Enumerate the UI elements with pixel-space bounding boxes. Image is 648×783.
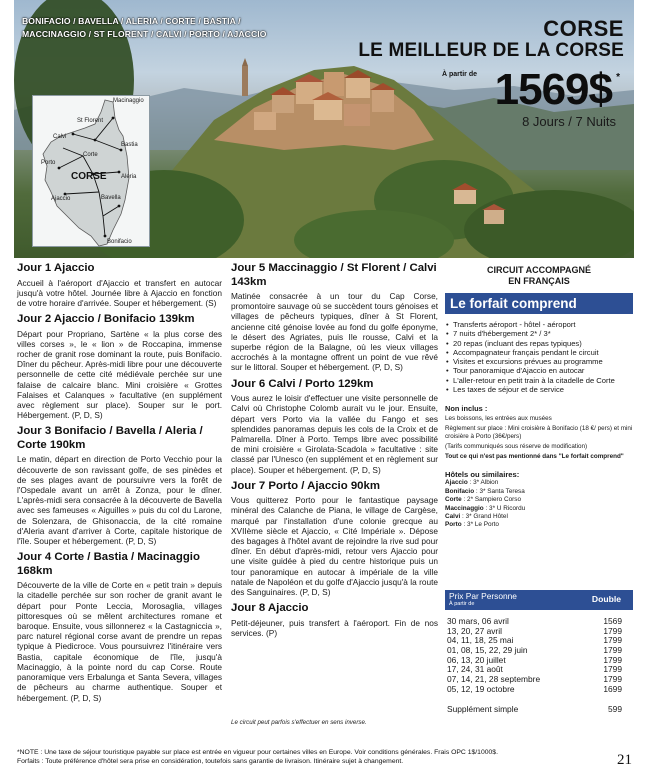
hotel-row: Corte : 2* Sampiero Corso <box>445 496 522 504</box>
hotel-city: Bonifacio <box>445 487 475 495</box>
supplement-value: 599 <box>608 703 622 714</box>
hotels-title: Hôtels ou similaires: <box>445 470 520 480</box>
hotel-name: 2* Sampiero Corso <box>467 496 522 504</box>
route-line-2: MACCINAGGIO / ST FLORENT / CALVI / PORTO / AJACCIO <box>22 29 267 39</box>
day-title: Jour 4 Corte / Bastia / Macinaggio 168km <box>17 551 200 577</box>
price-row <box>445 685 633 695</box>
day-text: Accueil à l'aéroport d'Ajaccio et transfert en autocar jusqu'à votre hôtel. Journée libre à Ajaccio en fonction de votre horaire d'arrivée. Souper et hébergement. (S) <box>17 277 222 308</box>
price-header-sub: À partir de <box>449 601 475 607</box>
departure-dates: 13, 20, 27 avril <box>447 625 502 636</box>
map-label-calvi: Calvi <box>53 134 67 140</box>
departure-dates: 04, 11, 18, 25 mai <box>447 635 514 646</box>
trip-duration: 8 Jours / 7 Nuits <box>522 114 616 129</box>
included-item: • 7 nuits d'hébergement 2* / 3* <box>445 329 633 338</box>
day-text: Petit-déjeuner, puis transfert à l'aéroport. Fin de nos services. (P) <box>231 617 438 638</box>
map-label-ajaccio: Ajaccio <box>51 196 71 202</box>
map-label-aleria: Aleria <box>121 174 137 180</box>
day-text: Découverte de la ville de Corte en « petit train » depuis la citadelle perchée sur son rocher de granit avant le départ pour Ponte Leccia, Morosaglia, villages pittoresques où se mêlent architectures romane et baroque. Ensuite, vous sillonnerez « la Castagniccia », parc naturel régional corse avant de prendre un repas typique à Piedicroce. Vous poursuivrez l'itinéraire vers Bastia, capitale économique de l'île, jusqu'à Macinaggio, à la pointe nord du cap Corse. Route panoramique vers Erbalunga et Santa Severa, villages de pêcheurs au charme authentique. Souper et hébergement. (P, D, S) <box>17 580 222 703</box>
day-title: Jour 3 Bonifacio / Bavella / Aleria / Corte 190km <box>17 425 203 451</box>
map-label-bastia: Bastia <box>121 142 138 148</box>
price-header-double: Double <box>591 594 621 604</box>
day-7 <box>231 480 438 598</box>
hotel-row: Calvi : 3* Grand Hôtel <box>445 513 508 520</box>
row-price: 1799 <box>603 645 622 656</box>
page-number: 21 <box>617 752 632 768</box>
day-text: Matinée consacrée à un tour du Cap Corse, promontoire sauvage où se succèdent tours génoises et villages de pêcheurs typiques, dîner à St Florent, ancienne cité génoise lovée au fond du golfe éponyme, le désert des Agriates, puis Ile rousse, Calvi et la superbe région de la Balagne, où les vieux villages accrochés à la montagne offrent un point de vue rêvé sur le littoral. Souper et hébergement. (P, D, S) <box>231 291 438 373</box>
included-item: • Accompagnateur français pendant le circuit <box>445 348 633 357</box>
row-price: 1799 <box>603 664 622 675</box>
footer-notes <box>17 748 607 767</box>
price-header-label: Prix Par Personne <box>449 591 517 601</box>
day-6 <box>231 378 438 475</box>
map-label-macinaggio: Macinaggio <box>113 98 144 104</box>
non-included-note: Tout ce qui n'est pas mentionné dans "Le forfait comprend" <box>445 453 624 461</box>
day-title: Jour 7 Porto / Ajaccio 90km <box>231 479 380 492</box>
circuit-type <box>445 265 633 287</box>
hero-photo <box>14 0 634 258</box>
non-included-item: Les boissons, les entrées aux musées <box>445 415 552 423</box>
map-label-bavella: Bavella <box>101 195 121 201</box>
hotel-city: Maccinaggio <box>445 504 484 512</box>
forfait-heading: Le forfait comprend <box>445 293 633 314</box>
corsica-map <box>32 95 150 247</box>
hotel-name: 3* Le Porto <box>467 521 499 529</box>
circuit-order-note: Le circuit peut parfois s'effectuer en sens inverse. <box>231 719 367 726</box>
row-price: 1799 <box>603 674 622 685</box>
included-item: • Les taxes de séjour et de service <box>445 385 633 394</box>
map-label-bonifacio: Bonifacio <box>107 239 132 245</box>
day-8 <box>231 602 438 638</box>
headline-price: 1569$ <box>494 65 612 114</box>
single-supplement-row <box>445 704 633 714</box>
included-item: • L'aller-retour en petit train à la citadelle de Corte <box>445 376 633 385</box>
day-title: Jour 8 Ajaccio <box>231 602 309 615</box>
day-text: Vous aurez le loisir d'effectuer une visite personnelle de Calvi où Christophe Colomb aurait vu le jour. Ensuite, départ vers Porto via la vallée du Fango et ses splendides panoramas depuis les cols de la Croix et de Palmarella. Dîner à Porto. Temps libre avec possibilité de mini croisière « Girolata-Scadola » facultative : site classé par l'Unesco (en supplément et en règlement sur place). Souper et hébergement. (P, D, S) <box>231 393 438 475</box>
route-line-1: BONIFACIO / BAVELLA / ALERIA / CORTE / BASTIA / <box>22 16 241 26</box>
day-4 <box>17 551 222 702</box>
day-title: Jour 2 Ajaccio / Bonifacio 139km <box>17 313 195 326</box>
price-asterisk: * <box>616 72 620 83</box>
row-price: 1799 <box>603 635 622 646</box>
day-text: Vous quitterez Porto pour le fantastique paysage minéral des Calanche de Piana, le village de Cargèse, marqué par l'installation d'une colonie grecque au XVIIème siècle et Ajaccio, « Cité Impériale ». Dépose des bagages à l'hôtel avant de rejoindre la rive sud pour dîner. En début d'après-midi, retour vers Ajaccio pour une visite guidée à pied du centre historique puis un tour panoramique en autocar à impériale de la ville natale de Napoléon et du golfe d'Ajaccio jusqu'à la route des Sanguinaires. (P, D, S) <box>231 495 438 598</box>
day-title: Jour 1 Ajaccio <box>17 262 95 274</box>
supplement-label: Supplément simple <box>447 703 519 714</box>
circuit-line-2: EN FRANÇAIS <box>508 276 570 286</box>
map-label-corte: Corte <box>83 152 98 158</box>
day-text: Départ pour Propriano, Sartène « la plus corse des villes corses », le « lion » de Roccapina, immense rocher de granit rose dominant la route, puis Bonifacio. Dîner du pêcheur. Après-midi libre pour une découverte personnelle de cette cité médiévale perchée sur une falaise de calcaire blanc. Mini croisière « Grottes Falaises et Calanques » facultative (en supplément avec règlement sur place). Souper sur le port. Hébergement. (P, D, S) <box>17 328 222 421</box>
itinerary-column-1 <box>17 262 222 708</box>
hotel-city: Ajaccio <box>445 479 468 487</box>
hotel-city: Calvi <box>445 513 461 520</box>
map-title: CORSE <box>71 171 107 182</box>
itinerary-column-2 <box>231 262 438 643</box>
hotel-row: Bonifacio : 3* Santa Teresa <box>445 487 525 495</box>
hotel-name: 3* Santa Teresa <box>479 487 525 495</box>
included-item: • Transferts aéroport - hôtel - aéroport <box>445 320 633 329</box>
included-list <box>445 320 633 394</box>
price-table-header <box>445 590 633 610</box>
map-label-st-florent: St Florent <box>77 118 104 124</box>
from-label: À partir de <box>442 71 478 78</box>
departure-dates: 06, 13, 20 juillet <box>447 654 506 665</box>
departure-dates: 01, 08, 15, 22, 29 juin <box>447 645 528 656</box>
hotel-row: Ajaccio : 3* Albion <box>445 479 499 487</box>
footer-note-tax: *NOTE : Une taxe de séjour touristique payable sur place est entrée en vigueur pour certaines villes en Europe. Voir conditions générales. Frais OPC 1$/1000$. <box>17 749 498 756</box>
included-item: • Tour panoramique d'Ajaccio en autocar <box>445 366 633 375</box>
departure-dates: 05, 12, 19 octobre <box>447 683 515 694</box>
package-info-column <box>445 262 633 530</box>
non-included-item: Règlement sur place : Mini croisière à Bonifacio (18 €/ pers) et mini croisière à Porto (36€/pers) <box>445 425 633 441</box>
hotel-name: 3* Grand Hôtel <box>465 513 508 520</box>
hotel-city: Corte <box>445 496 462 504</box>
departure-dates: 17, 24, 31 août <box>447 664 503 675</box>
title-corse: CORSE <box>543 16 624 41</box>
hero-title <box>358 18 624 61</box>
row-price: 1799 <box>603 654 622 665</box>
day-1 <box>17 262 222 308</box>
hotel-name: 3* U Ricordu <box>489 504 526 512</box>
hotel-row: Maccinaggio : 3* U Ricordu <box>445 504 526 512</box>
footer-note-forfaits: Forfaits : Toute préférence d'hôtel sera prise en considération, toutefois sans garantie de livraison. Itinéraire sujet à changement. <box>17 758 404 766</box>
price-rows <box>445 617 633 695</box>
map-label-porto: Porto <box>41 160 56 166</box>
hotel-city: Porto <box>445 521 462 529</box>
title-subtitle: LE MEILLEUR DE LA CORSE <box>358 40 624 61</box>
day-text: Le matin, départ en direction de Porto Vecchio pour la découverte de son ravissant golfe, de ses pinèdes et de ses plages avant de poursuivre vers la forêt de l'Ospedale avant un arrêt à Zonza, pour le dîner. L'après-midi sera consacrée à la découverte de Bavella avec ses fameuses « Aiguilles » puis du col du Larone, de Solenzara, de Ghisonaccia, de la cité romaine d'Aleria avant d'arriver à Corte, capitale historique de l'île. Souper et hébergement. (P, D, S) <box>17 454 222 547</box>
circuit-line-1: CIRCUIT ACCOMPAGNÉ <box>487 265 591 275</box>
row-price: 1699 <box>603 683 622 694</box>
day-5 <box>231 262 438 373</box>
hotel-row: Porto : 3* Le Porto <box>445 521 499 529</box>
hotel-name: 3* Albion <box>473 479 499 487</box>
day-title: Jour 6 Calvi / Porto 129km <box>231 377 374 390</box>
day-3 <box>17 425 222 546</box>
non-included-item: (Tarifs communiqués sous réserve de modification) <box>445 443 588 451</box>
included-item: • Visites et excursions prévues au programme <box>445 357 633 366</box>
row-price: 1799 <box>603 625 622 636</box>
row-price: 1569 <box>603 616 622 626</box>
departure-dates: 30 mars, 06 avril <box>447 616 509 626</box>
non-included-title: Non inclus : <box>445 404 488 414</box>
included-item: • 20 repas (incluant des repas typiques) <box>445 339 633 348</box>
departure-dates: 07, 14, 21, 28 septembre <box>447 674 541 685</box>
day-2 <box>17 313 222 420</box>
price-table <box>445 590 633 714</box>
day-title: Jour 5 Maccinaggio / St Florent / Calvi 143km <box>231 262 437 288</box>
